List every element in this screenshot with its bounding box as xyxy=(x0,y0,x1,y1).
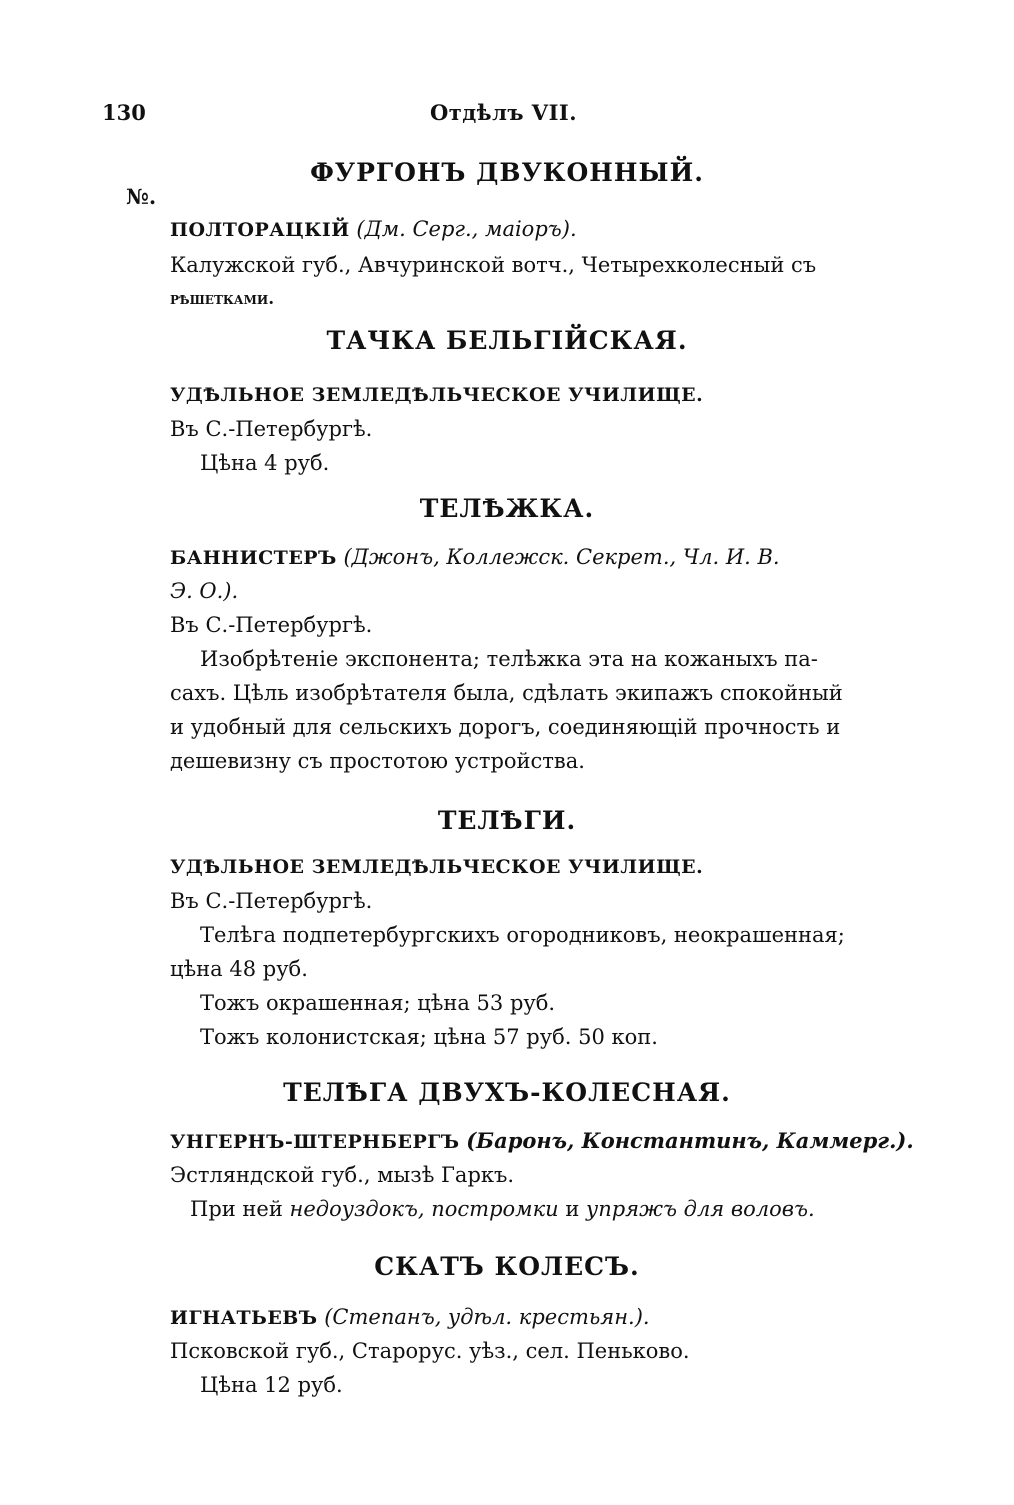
desc-item-3: упряжъ для воловъ. xyxy=(586,1197,815,1221)
entry-tachka-price: Цѣна 4 руб. xyxy=(200,451,330,475)
entry-telegi-item-3: Тожъ колонистская; цѣна 57 руб. 50 коп. xyxy=(200,1025,658,1049)
section-title-tachka: ТАЧКА БЕЛЬГІЙСКАЯ. xyxy=(326,326,688,355)
section-title-furgon: ФУРГОНЪ ДВУКОННЫЙ. xyxy=(310,158,704,187)
section-title-skat: СКАТЪ КОЛЕСЪ. xyxy=(374,1252,640,1281)
exhibitor-name: ИГНАТЬЕВЪ xyxy=(170,1307,318,1329)
entry-telega2-place: Эстляндской губ., мызѣ Гаркъ. xyxy=(170,1163,515,1187)
entry-telegi-item-1-cont: цѣна 48 руб. xyxy=(170,957,308,981)
entry-telezhka-desc-2: сахъ. Цѣль изобрѣтателя была, сдѣлать экипажъ спокойный xyxy=(170,681,843,705)
entry-telegi-item-2: Тожъ окрашенная; цѣна 53 руб. xyxy=(200,991,556,1015)
entry-telegi-item-1: Телѣга подпетербургскихъ огородниковъ, неокрашенная; xyxy=(200,923,845,947)
number-label: №. xyxy=(126,184,157,209)
section-title-telegi: ТЕЛѢГИ. xyxy=(437,806,577,835)
entry-telegi-place: Въ С.-Петербургѣ. xyxy=(170,889,373,913)
entry-telega2-name-line xyxy=(170,1126,914,1157)
running-head: Отдѣлъ VII. xyxy=(430,100,578,125)
entry-telezhka-name-line xyxy=(170,542,780,573)
exhibitor-details: (Баронъ, Константинъ, Каммерг.). xyxy=(466,1128,914,1153)
entry-telezhka-desc-3: и удобный для сельскихъ дорогъ, соединяющій прочность и xyxy=(170,715,841,739)
exhibitor-details: (Джонъ, Коллежск. Секрет., Чл. И. В. xyxy=(343,545,780,569)
entry-telezhka-desc-1: Изобрѣтеніе экспонента; телѣжка эта на кожаныхъ па- xyxy=(200,647,818,671)
exhibitor-details: (Степанъ, удѣл. крестьян.). xyxy=(324,1305,650,1329)
page-number: 130 xyxy=(102,100,146,125)
exhibitor-name: УНГЕРНЪ-ШТЕРНБЕРГЪ xyxy=(170,1131,460,1153)
desc-item-2: постромки xyxy=(431,1197,559,1221)
desc-prefix: При ней xyxy=(190,1197,283,1221)
exhibitor-name: УДѢЛЬНОЕ ЗЕМЛЕДѢЛЬЧЕСКОЕ УЧИЛИЩЕ. xyxy=(170,856,704,878)
section-title-telezhka: ТЕЛѢЖКА. xyxy=(419,494,595,523)
entry-skat-place: Псковской губ., Старорус. уѣз., сел. Пеньково. xyxy=(170,1339,690,1363)
entry-furgon-place-cont: рѣшетками. xyxy=(170,289,275,309)
exhibitor-name: БАННИСТЕРЪ xyxy=(170,547,337,569)
entry-skat-name-line xyxy=(170,1302,650,1333)
entry-telega2-desc xyxy=(190,1194,815,1224)
exhibitor-name: УДѢЛЬНОЕ ЗЕМЛЕДѢЛЬЧЕСКОЕ УЧИЛИЩЕ. xyxy=(170,384,704,406)
exhibitor-details: (Дм. Серг., маіоръ). xyxy=(356,217,577,241)
entry-telezhka-desc-4: дешевизну съ простотою устройства. xyxy=(170,749,585,773)
section-title-telega-dvukh: ТЕЛѢГА ДВУХЪ-КОЛЕСНАЯ. xyxy=(283,1078,731,1107)
entry-furgon-name-line xyxy=(170,214,577,245)
exhibitor-name: ПОЛТОРАЦКІЙ xyxy=(170,219,350,241)
exhibitor-details-cont: Э. О.). xyxy=(170,579,239,603)
desc-item-1: недоуздокъ, xyxy=(289,1197,425,1221)
entry-furgon-place: Калужской губ., Авчуринской вотч., Четырехколесный съ xyxy=(170,253,817,277)
entry-tachka-place: Въ С.-Петербургѣ. xyxy=(170,417,373,441)
desc-and: и xyxy=(565,1197,580,1221)
entry-skat-price: Цѣна 12 руб. xyxy=(200,1373,343,1397)
entry-telezhka-place: Въ С.-Петербургѣ. xyxy=(170,613,373,637)
